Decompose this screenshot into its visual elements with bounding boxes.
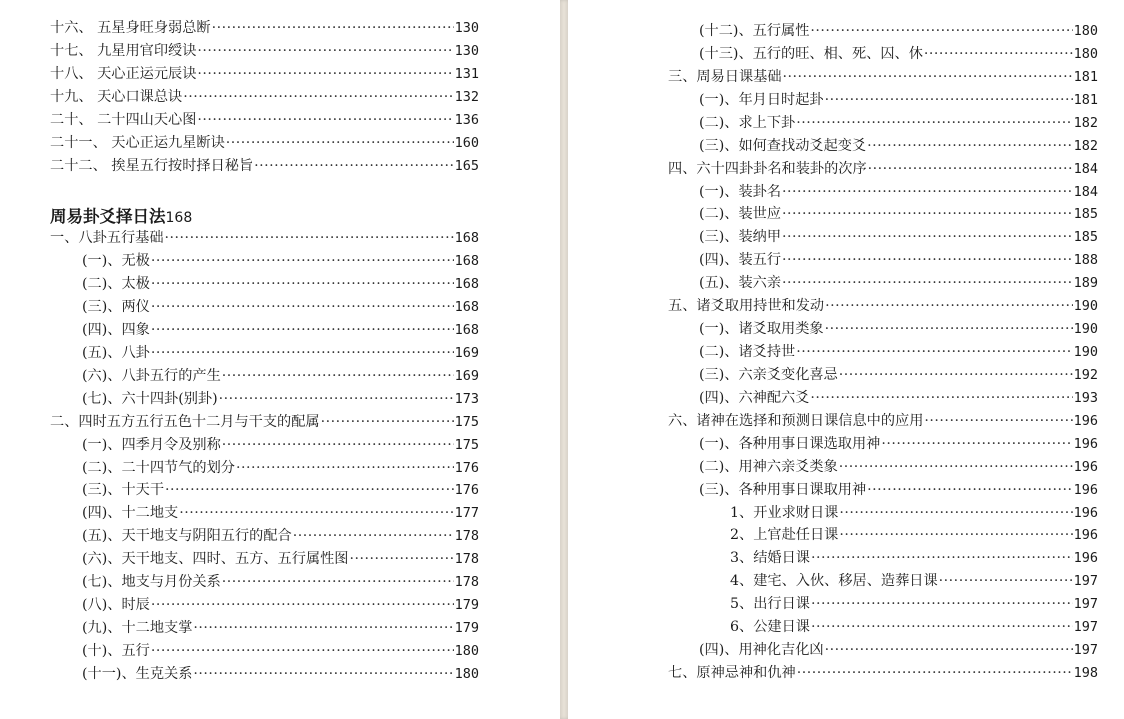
toc-entry xyxy=(699,182,1098,202)
toc-entry-title: (三)、各种用事日课取用神 xyxy=(699,481,867,498)
toc-dot-leader xyxy=(825,319,1073,339)
toc-entry xyxy=(50,41,479,61)
toc-dot-leader xyxy=(212,18,454,38)
toc-entry-title: (三)、如何查找动爻起变爻 xyxy=(699,137,867,154)
toc-dot-leader xyxy=(222,366,454,386)
toc-entry-title: (九)、十二地支掌 xyxy=(82,620,193,637)
toc-entry-page: 178 xyxy=(454,528,479,545)
toc-dot-leader xyxy=(151,343,454,363)
toc-entry-page: 184 xyxy=(1073,160,1098,177)
toc-entry-page: 196 xyxy=(1073,481,1098,498)
toc-dot-leader xyxy=(924,44,1073,64)
toc-entry xyxy=(50,156,479,176)
toc-dot-leader xyxy=(321,412,454,432)
toc-entry-title: (三)、装纳甲 xyxy=(699,229,782,246)
toc-entry-page: 177 xyxy=(454,505,479,522)
toc-entry xyxy=(82,274,479,294)
left-toc xyxy=(0,0,560,719)
toc-entry-page: 196 xyxy=(1073,527,1098,544)
section-heading-title: 周易卦爻择日法 xyxy=(50,207,166,226)
toc-dot-leader xyxy=(868,159,1073,179)
toc-entry-title: (七)、六十四卦(别卦) xyxy=(82,390,218,407)
toc-entry xyxy=(82,320,479,340)
toc-dot-leader xyxy=(151,595,454,615)
toc-entry-page: 168 xyxy=(454,252,479,269)
toc-dot-leader xyxy=(197,110,453,130)
toc-dot-leader xyxy=(881,434,1072,454)
toc-entry xyxy=(668,67,1098,87)
toc-entry-page: 168 xyxy=(454,230,479,246)
toc-entry-page: 193 xyxy=(1073,389,1098,406)
toc-entry-page: 168 xyxy=(454,275,479,292)
toc-entry xyxy=(699,44,1098,64)
toc-entry-page: 189 xyxy=(1073,275,1098,292)
left-page xyxy=(0,0,560,719)
toc-entry xyxy=(730,525,1098,545)
toc-entry-page: 190 xyxy=(1073,321,1098,338)
toc-entry xyxy=(699,480,1098,500)
toc-dot-leader xyxy=(867,136,1072,156)
toc-entry xyxy=(50,18,479,38)
toc-dot-leader xyxy=(839,457,1073,477)
toc-entry xyxy=(699,113,1098,133)
toc-entry-page: 196 xyxy=(1073,458,1098,475)
toc-entry xyxy=(82,435,479,455)
toc-dot-leader xyxy=(151,251,454,271)
toc-entry-title: 二、四时五方五行五色十二月与干支的配属 xyxy=(50,413,320,430)
toc-dot-leader xyxy=(782,250,1073,270)
toc-entry-title: (五)、天干地支与阴阳五行的配合 xyxy=(82,528,292,545)
toc-entry-title: 二十二、 挨星五行按时择日秘旨 xyxy=(50,157,254,174)
toc-dot-leader xyxy=(839,525,1072,545)
toc-entry-page: 197 xyxy=(1073,619,1098,636)
toc-entry-page: 182 xyxy=(1073,114,1098,131)
toc-entry-title: (三)、六亲爻变化喜忌 xyxy=(699,366,838,383)
toc-dot-leader xyxy=(165,480,454,500)
toc-entry-page: 136 xyxy=(454,111,479,128)
toc-entry xyxy=(82,595,479,615)
toc-entry-title: (十二)、五行属性 xyxy=(699,23,810,39)
toc-entry xyxy=(668,663,1098,683)
toc-dot-leader xyxy=(939,571,1073,591)
toc-dot-leader xyxy=(179,503,453,523)
toc-dot-leader xyxy=(783,67,1073,87)
toc-entry xyxy=(668,296,1098,316)
toc-dot-leader xyxy=(349,549,453,569)
toc-entry-page: 130 xyxy=(454,42,479,59)
toc-entry-page: 190 xyxy=(1073,298,1098,315)
toc-entry-page: 176 xyxy=(454,482,479,499)
toc-entry-title: (一)、装卦名 xyxy=(699,183,782,200)
toc-dot-leader xyxy=(796,113,1072,133)
toc-entry xyxy=(82,458,479,478)
toc-entry xyxy=(82,343,479,363)
toc-dot-leader xyxy=(867,480,1072,500)
toc-dot-leader xyxy=(782,182,1073,202)
right-page xyxy=(568,0,1124,719)
toc-entry xyxy=(730,594,1098,614)
toc-entry xyxy=(82,251,479,271)
toc-entry-page: 197 xyxy=(1073,596,1098,613)
toc-entry-page: 178 xyxy=(454,551,479,568)
toc-dot-leader xyxy=(924,411,1072,431)
toc-entry-page: 173 xyxy=(454,390,479,407)
toc-entry-title: (一)、年月日时起卦 xyxy=(699,91,824,108)
toc-entry-page: 198 xyxy=(1073,665,1098,682)
toc-entry xyxy=(82,389,479,409)
toc-entry-page: 176 xyxy=(454,459,479,476)
toc-entry-page: 169 xyxy=(454,367,479,384)
toc-entry-title: (五)、装六亲 xyxy=(699,275,782,292)
toc-dot-leader xyxy=(183,87,453,107)
toc-entry-page: 131 xyxy=(454,65,479,82)
toc-entry xyxy=(82,480,479,500)
toc-dot-leader xyxy=(151,641,454,661)
toc-dot-leader xyxy=(810,21,1072,41)
toc-entry-page: 179 xyxy=(454,620,479,637)
toc-dot-leader xyxy=(222,572,454,592)
toc-entry xyxy=(699,434,1098,454)
toc-dot-leader xyxy=(811,594,1073,614)
toc-dot-leader xyxy=(782,227,1073,247)
toc-dot-leader xyxy=(151,274,454,294)
toc-dot-leader xyxy=(811,548,1073,568)
toc-dot-leader xyxy=(197,41,453,61)
toc-entry-title: (六)、八卦五行的产生 xyxy=(82,367,221,384)
toc-entry xyxy=(699,457,1098,477)
toc-dot-leader xyxy=(236,458,454,478)
toc-entry xyxy=(50,64,479,84)
toc-entry-page: 197 xyxy=(1073,573,1098,590)
toc-dot-leader xyxy=(193,664,453,684)
toc-dot-leader xyxy=(797,663,1073,683)
toc-dot-leader xyxy=(151,320,454,340)
toc-entry-title: 二十、 二十四山天心图 xyxy=(50,111,197,128)
section-heading xyxy=(50,203,192,227)
toc-dot-leader xyxy=(293,526,454,546)
toc-entry-page: 181 xyxy=(1073,68,1098,85)
toc-entry-title: (一)、各种用事日课选取用神 xyxy=(699,435,881,452)
toc-entry-title: (十三)、五行的旺、相、死、囚、休 xyxy=(699,45,923,62)
toc-entry-title: (十)、五行 xyxy=(82,643,150,660)
toc-entry-page: 185 xyxy=(1073,206,1098,223)
toc-entry-title: 四、六十四卦卦名和装卦的次序 xyxy=(668,160,867,177)
toc-entry-title: (一)、无极 xyxy=(82,252,150,269)
toc-entry xyxy=(699,388,1098,408)
toc-entry-page: 165 xyxy=(454,157,479,174)
toc-entry-page: 180 xyxy=(1073,23,1098,39)
toc-dot-leader xyxy=(796,342,1072,362)
toc-entry xyxy=(82,366,479,386)
toc-entry-page: 196 xyxy=(1073,435,1098,452)
toc-entry-title: (三)、两仪 xyxy=(82,298,150,315)
toc-entry xyxy=(82,664,479,684)
toc-dot-leader xyxy=(193,618,453,638)
toc-dot-leader xyxy=(811,617,1073,637)
toc-entry xyxy=(82,503,479,523)
toc-dot-leader xyxy=(165,228,454,248)
toc-entry-title: (四)、用神化吉化凶 xyxy=(699,642,824,659)
toc-entry xyxy=(82,297,479,317)
toc-entry xyxy=(699,227,1098,247)
toc-entry xyxy=(82,572,479,592)
toc-dot-leader xyxy=(197,64,453,84)
toc-entry-title: (四)、装五行 xyxy=(699,252,782,269)
toc-entry xyxy=(699,342,1098,362)
toc-entry xyxy=(699,21,1098,41)
toc-entry-title: (二)、诸爻持世 xyxy=(699,344,796,361)
toc-entry-page: 184 xyxy=(1073,183,1098,200)
toc-entry xyxy=(50,87,479,107)
toc-entry xyxy=(50,228,479,248)
toc-entry-page: 192 xyxy=(1073,366,1098,383)
toc-entry xyxy=(82,641,479,661)
toc-dot-leader xyxy=(226,133,454,153)
toc-entry-title: 十六、 五星身旺身弱总断 xyxy=(50,20,211,36)
toc-entry xyxy=(668,411,1098,431)
toc-entry-title: (四)、六神配六爻 xyxy=(699,389,810,406)
toc-entry xyxy=(50,110,479,130)
section-heading-page: 168 xyxy=(165,210,193,226)
toc-entry-title: 七、原神忌神和仇神 xyxy=(668,665,796,682)
toc-dot-leader xyxy=(222,435,454,455)
toc-entry xyxy=(50,412,479,432)
toc-entry-title: (五)、八卦 xyxy=(82,344,150,361)
toc-entry-page: 132 xyxy=(454,88,479,105)
toc-entry-title: (二)、二十四节气的划分 xyxy=(82,459,235,476)
toc-entry xyxy=(668,159,1098,179)
toc-dot-leader xyxy=(825,90,1073,110)
toc-entry xyxy=(82,549,479,569)
toc-entry xyxy=(730,617,1098,637)
toc-entry-title: 十九、 天心口课总诀 xyxy=(50,88,183,105)
toc-entry-page: 178 xyxy=(454,574,479,591)
toc-entry-title: 二十一、 天心正运九星断诀 xyxy=(50,134,225,151)
toc-entry-page: 196 xyxy=(1073,504,1098,521)
toc-entry-page: 185 xyxy=(1073,229,1098,246)
book-gutter xyxy=(560,0,568,719)
toc-entry-page: 197 xyxy=(1073,642,1098,659)
toc-entry-page: 181 xyxy=(1073,91,1098,108)
toc-entry-title: (六)、天干地支、四时、五方、五行属性图 xyxy=(82,551,349,568)
toc-dot-leader xyxy=(825,640,1073,660)
toc-entry-title: (四)、十二地支 xyxy=(82,505,179,522)
toc-entry-page: 160 xyxy=(454,134,479,151)
toc-entry-title: 十八、 天心正运元辰诀 xyxy=(50,65,197,82)
toc-entry-page: 168 xyxy=(454,298,479,315)
toc-entry xyxy=(699,250,1098,270)
toc-entry-title: 2、上官赴任日课 xyxy=(730,527,839,544)
toc-entry-page: 169 xyxy=(454,344,479,361)
toc-entry xyxy=(730,503,1098,523)
toc-entry-page: 196 xyxy=(1073,412,1098,429)
toc-dot-leader xyxy=(782,273,1073,293)
toc-entry xyxy=(730,571,1098,591)
toc-entry xyxy=(730,548,1098,568)
toc-dot-leader xyxy=(219,389,454,409)
toc-dot-leader xyxy=(839,503,1072,523)
toc-entry xyxy=(699,136,1098,156)
toc-entry-page: 190 xyxy=(1073,344,1098,361)
toc-entry-title: 3、结婚日课 xyxy=(730,550,810,567)
toc-entry-page: 175 xyxy=(454,436,479,453)
toc-entry-page: 180 xyxy=(1073,45,1098,62)
toc-entry xyxy=(699,90,1098,110)
toc-entry-page: 180 xyxy=(454,666,479,683)
toc-entry-title: (七)、地支与月份关系 xyxy=(82,574,221,591)
toc-dot-leader xyxy=(825,296,1073,316)
toc-entry-title: (二)、用神六亲爻类象 xyxy=(699,458,838,475)
toc-entry-title: 4、建宅、入伙、移居、造葬日课 xyxy=(730,573,938,590)
toc-entry xyxy=(50,133,479,153)
toc-dot-leader xyxy=(810,388,1072,408)
toc-entry-title: 一、八卦五行基础 xyxy=(50,230,164,246)
toc-entry-title: 六、诸神在选择和预测日课信息中的应用 xyxy=(668,412,924,429)
toc-entry-page: 179 xyxy=(454,597,479,614)
toc-entry-title: (八)、时辰 xyxy=(82,597,150,614)
toc-entry-title: 十七、 九星用官印绶诀 xyxy=(50,42,197,59)
toc-entry-title: (四)、四象 xyxy=(82,321,150,338)
toc-entry-title: (二)、装世应 xyxy=(699,206,782,223)
toc-dot-leader xyxy=(839,365,1073,385)
toc-entry-title: (二)、求上下卦 xyxy=(699,114,796,131)
toc-entry-page: 196 xyxy=(1073,550,1098,567)
toc-entry xyxy=(699,319,1098,339)
toc-entry xyxy=(699,365,1098,385)
toc-entry-page: 130 xyxy=(454,20,479,36)
right-toc xyxy=(568,0,1124,719)
toc-entry-page: 188 xyxy=(1073,252,1098,269)
toc-entry-title: 三、周易日课基础 xyxy=(668,68,782,85)
toc-entry xyxy=(699,204,1098,224)
toc-entry-title: (二)、太极 xyxy=(82,275,150,292)
toc-entry-page: 180 xyxy=(454,643,479,660)
toc-entry-title: 1、开业求财日课 xyxy=(730,504,839,521)
toc-entry xyxy=(82,526,479,546)
toc-entry xyxy=(699,273,1098,293)
toc-dot-leader xyxy=(782,204,1073,224)
toc-entry-page: 168 xyxy=(454,321,479,338)
toc-entry-title: 5、出行日课 xyxy=(730,596,810,613)
toc-entry-title: 6、公建日课 xyxy=(730,619,810,636)
toc-dot-leader xyxy=(254,156,453,176)
toc-entry xyxy=(82,618,479,638)
toc-entry-page: 182 xyxy=(1073,137,1098,154)
toc-dot-leader xyxy=(151,297,454,317)
toc-entry-title: (十一)、生克关系 xyxy=(82,666,193,683)
toc-entry-title: (一)、四季月令及别称 xyxy=(82,436,221,453)
toc-entry-page: 175 xyxy=(454,413,479,430)
toc-entry-title: 五、诸爻取用持世和发动 xyxy=(668,298,825,315)
toc-entry-title: (三)、十天干 xyxy=(82,482,165,499)
toc-entry-title: (一)、诸爻取用类象 xyxy=(699,321,824,338)
toc-entry xyxy=(699,640,1098,660)
